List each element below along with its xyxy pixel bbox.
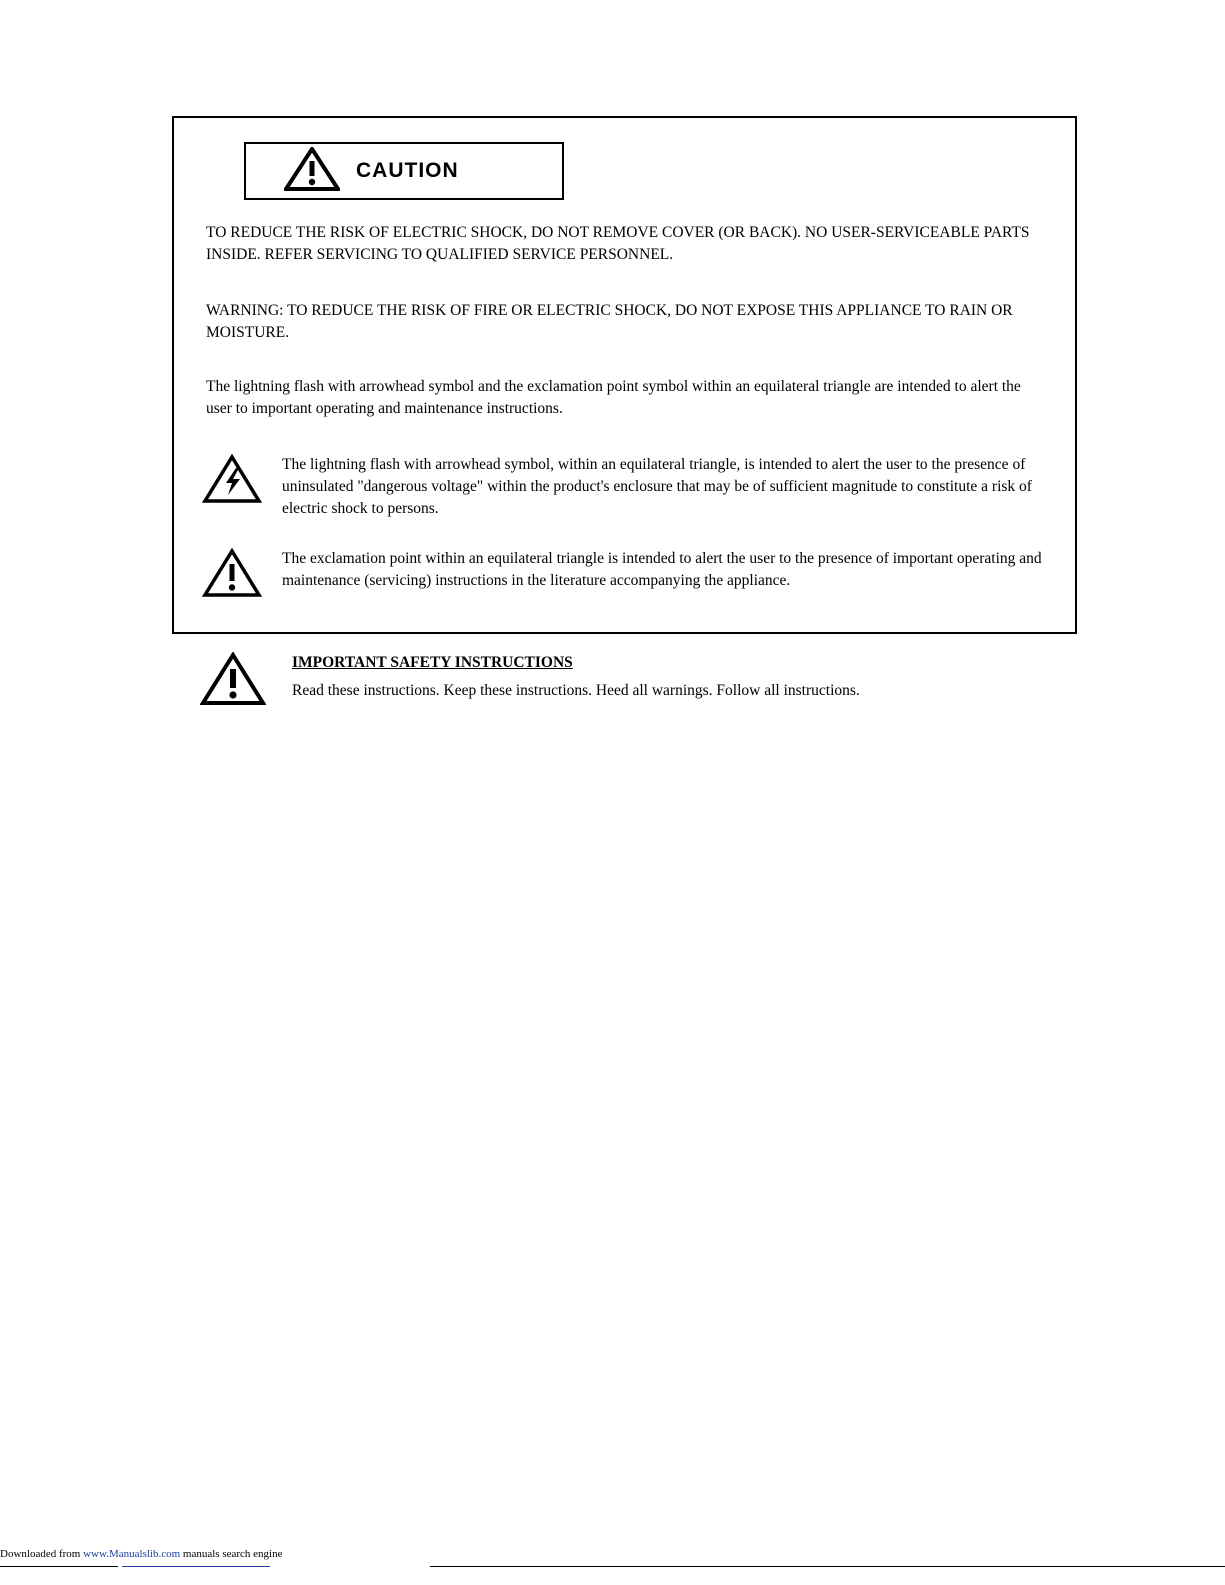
caution-paragraph-1: TO REDUCE THE RISK OF ELECTRIC SHOCK, DO NOT REMOVE COVER (OR BACK). NO USER-SERVICEABLE PARTS INSIDE. REFER SERVICING TO QUALIFIED SERVICE PERSONNEL. [206, 224, 1030, 263]
symbol-explanation-lightning-text: The lightning flash with arrowhead symbol, within an equilateral triangle, is intended to alert the user to the presence of uninsulated "dangerous voltage" within the product's enclosure that may be of sufficient magnitude to constitute a risk of electric shock to persons. [282, 456, 1032, 517]
footer-left [0, 1548, 282, 1560]
warning-triangle-icon [284, 147, 340, 196]
exclamation-triangle-icon [200, 652, 274, 711]
footer-divider-left [0, 1566, 118, 1567]
footer-divider-right [430, 1566, 1225, 1567]
symbol-explanation-exclamation-text: The exclamation point within an equilateral triangle is intended to alert the user to the presence of important operating and maintenance (servicing) instructions in the literature accompanying the appliance. [282, 550, 1042, 589]
safety-instructions-note [200, 652, 1080, 711]
caution-banner [244, 142, 564, 200]
symbol-explanation-exclamation [202, 548, 1042, 603]
footer-divider [0, 1566, 1225, 1567]
caution-warning-box [172, 116, 1077, 634]
exclamation-triangle-icon [202, 548, 264, 603]
caution-paragraph-2: WARNING: TO REDUCE THE RISK OF FIRE OR ELECTRIC SHOCK, DO NOT EXPOSE THIS APPLIANCE TO RAIN OR MOISTURE. [206, 302, 1013, 341]
footer-divider-link-underline [122, 1566, 270, 1567]
footer-left-suffix: manuals search engine [180, 1548, 283, 1560]
caution-paragraph-3: The lightning flash with arrowhead symbol and the exclamation point symbol within an equilateral triangle are intended to alert the user to important operating and maintenance instructions. [206, 378, 1021, 417]
safety-instructions-body [292, 652, 1072, 702]
footer-left-text: Downloaded from [0, 1548, 84, 1560]
manualslib-link[interactable]: www.Manualslib.com [83, 1548, 181, 1560]
lightning-bolt-triangle-icon [202, 454, 264, 509]
safety-instructions-text: Read these instructions. Keep these instructions. Heed all warnings. Follow all instructions. [292, 682, 860, 699]
caution-label: CAUTION [356, 159, 459, 182]
safety-instructions-heading: IMPORTANT SAFETY INSTRUCTIONS [292, 654, 573, 671]
symbol-explanation-lightning [202, 454, 1042, 520]
